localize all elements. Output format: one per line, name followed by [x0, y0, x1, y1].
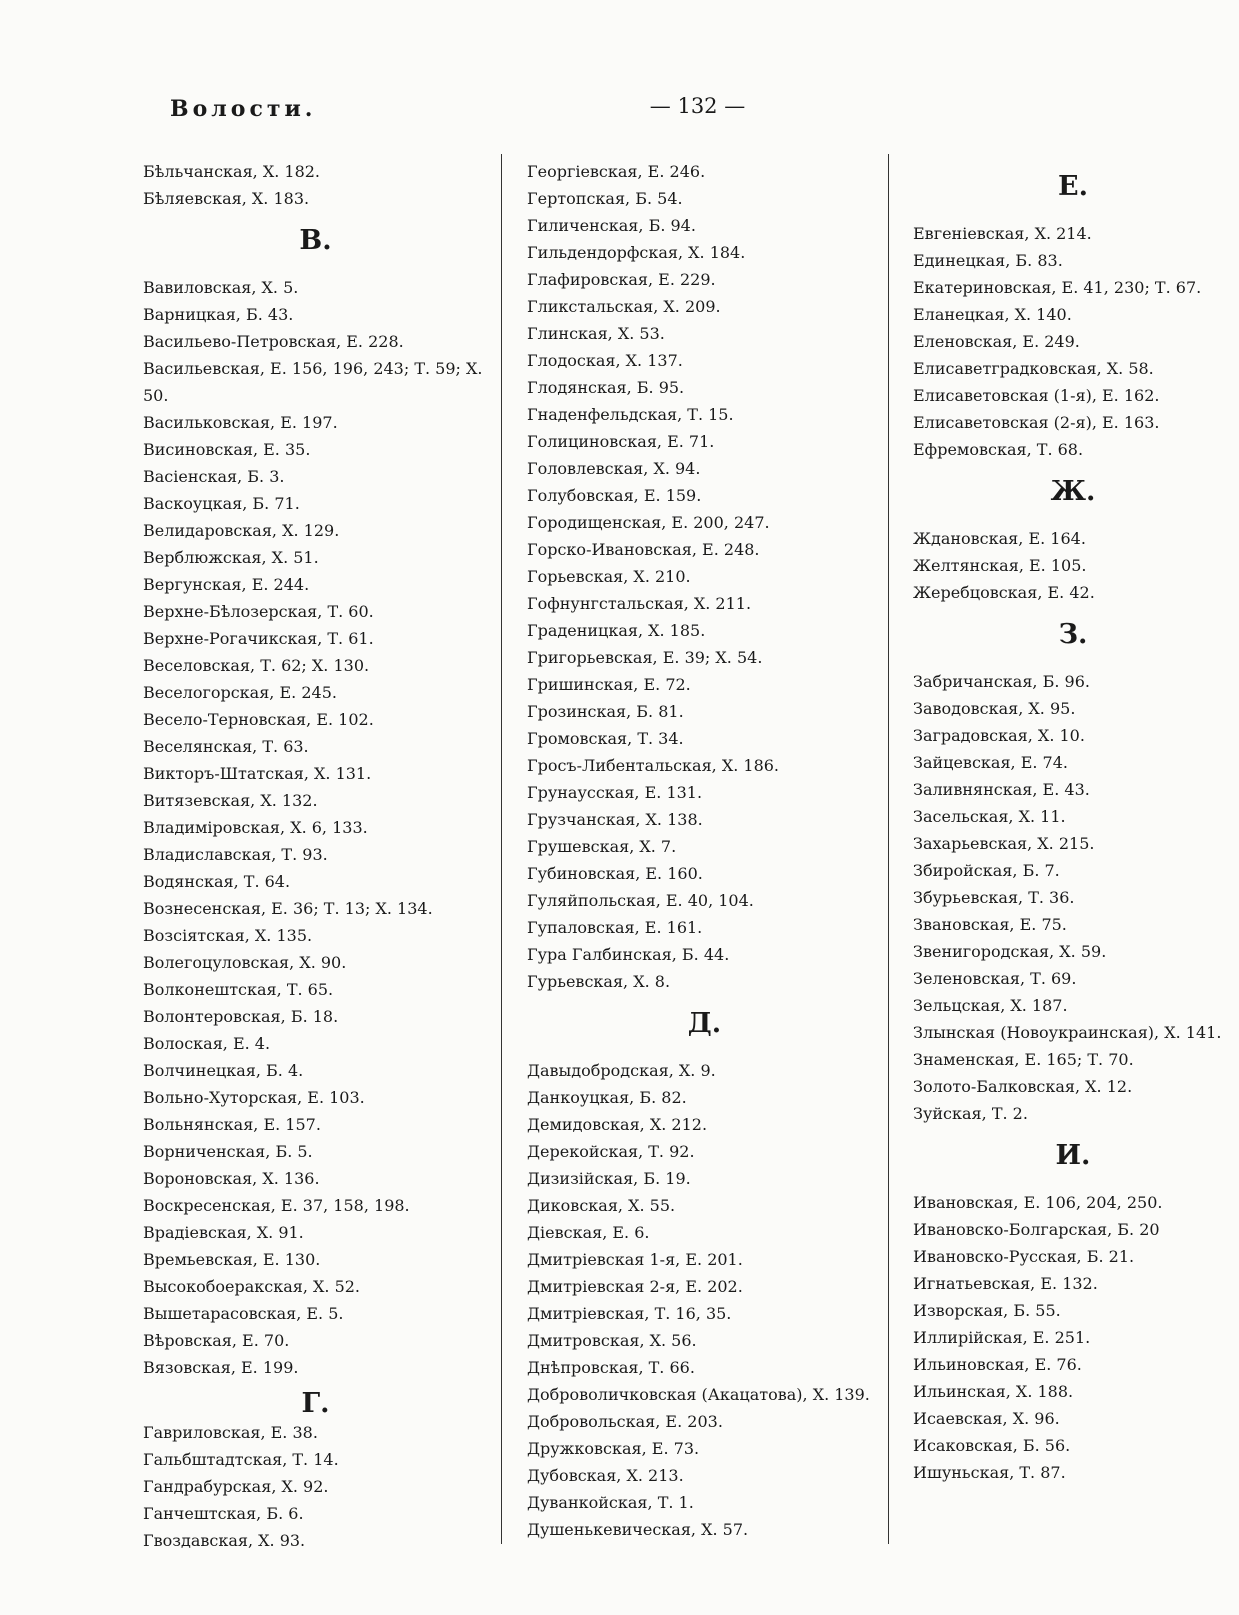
index-entry: Звенигородская, Х. 59.: [913, 942, 1107, 961]
index-entry: Волонтеровская, Б. 18.: [143, 1007, 339, 1026]
index-entry: Ждановская, Е. 164.: [913, 529, 1086, 548]
index-entry: Вышетарасовская, Е. 5.: [143, 1304, 344, 1323]
index-entry: Дмитріевская, Т. 16, 35.: [527, 1304, 732, 1323]
index-entry: Единецкая, Б. 83.: [913, 251, 1063, 270]
index-entry: Бѣляевская, Х. 183.: [143, 189, 310, 208]
index-entry: Верхне-Бѣлозерская, Т. 60.: [143, 602, 374, 621]
index-entry: Диковская, Х. 55.: [527, 1196, 676, 1215]
section-letter: Ж.: [1050, 476, 1096, 507]
index-entry: Глафировская, Е. 229.: [527, 270, 716, 289]
index-entry: Ивановско-Болгарская, Б. 20: [913, 1220, 1160, 1239]
index-entry: Георгіевская, Е. 246.: [527, 162, 706, 181]
index-entry: Евгеніевская, Х. 214.: [913, 224, 1092, 243]
index-entry: Голубовская, Е. 159.: [527, 486, 702, 505]
index-entry: Желтянская, Е. 105.: [913, 556, 1087, 575]
index-entry: Збиройская, Б. 7.: [913, 861, 1060, 880]
index-entry: Вознесенская, Е. 36; Т. 13; Х. 134.: [143, 899, 433, 918]
index-entry: Заградовская, Х. 10.: [913, 726, 1085, 745]
index-entry: Дуванкойская, Т. 1.: [527, 1493, 694, 1512]
index-entry: Иллирійская, Е. 251.: [913, 1328, 1091, 1347]
index-entry: Изворская, Б. 55.: [913, 1301, 1061, 1320]
index-entry: Глодоская, Х. 137.: [527, 351, 683, 370]
index-entry: Волоская, Е. 4.: [143, 1034, 271, 1053]
index-entry: Времьевская, Е. 130.: [143, 1250, 321, 1269]
index-entry: Вязовская, Е. 199.: [143, 1358, 299, 1377]
index-entry: Еленовская, Е. 249.: [913, 332, 1080, 351]
index-entry: Гура Галбинская, Б. 44.: [527, 945, 730, 964]
index-entry: Варницкая, Б. 43.: [143, 305, 294, 324]
index-entry: Добровольская, Е. 203.: [527, 1412, 723, 1431]
index-entry: Давыдобродская, Х. 9.: [527, 1061, 716, 1080]
index-entry: Горьевская, Х. 210.: [527, 567, 691, 586]
index-entry: Возсіятская, Х. 135.: [143, 926, 313, 945]
index-entry: Гиличенская, Б. 94.: [527, 216, 696, 235]
index-entry: Доброволичковская (Акацатова), Х. 139.: [527, 1385, 870, 1404]
index-entry: Веселовская, Т. 62; Х. 130.: [143, 656, 370, 675]
index-entry: Дружковская, Е. 73.: [527, 1439, 700, 1458]
index-entry: Городищенская, Е. 200, 247.: [527, 513, 770, 532]
index-entry: Гликстальская, Х. 209.: [527, 297, 721, 316]
index-entry: Гильдендорфская, Х. 184.: [527, 243, 746, 262]
index-entry: Елисаветовская (2-я), Е. 163.: [913, 413, 1160, 432]
index-entry: Зеленовская, Т. 69.: [913, 969, 1077, 988]
index-entry: Ивановская, Е. 106, 204, 250.: [913, 1193, 1163, 1212]
index-entry: Елисаветовская (1-я), Е. 162.: [913, 386, 1160, 405]
index-entry: Вавиловская, Х. 5.: [143, 278, 299, 297]
index-entry: Гнаденфельдская, Т. 15.: [527, 405, 734, 424]
index-entry: Зельцская, Х. 187.: [913, 996, 1068, 1015]
index-column-2: [527, 158, 882, 1543]
index-column-1: [143, 158, 488, 1554]
index-entry: Глодянская, Б. 95.: [527, 378, 685, 397]
index-entry: Волчинецкая, Б. 4.: [143, 1061, 304, 1080]
index-entry: Дубовская, Х. 213.: [527, 1466, 684, 1485]
index-entry: Веселянская, Т. 63.: [143, 737, 309, 756]
column-divider: [888, 154, 889, 1544]
index-entry: Діевская, Е. 6.: [527, 1223, 650, 1242]
index-entry: Вольно-Хуторская, Е. 103.: [143, 1088, 365, 1107]
index-entry: Васильевская, Е. 156, 196, 243; Т. 59; Х. 50.: [143, 359, 483, 405]
page-title: Волости.: [170, 96, 317, 122]
index-entry: Ильинская, Х. 188.: [913, 1382, 1074, 1401]
index-entry: Звановская, Е. 75.: [913, 915, 1067, 934]
index-entry: Гуляйпольская, Е. 40, 104.: [527, 891, 754, 910]
index-entry: Дмитровская, Х. 56.: [527, 1331, 697, 1350]
index-entry: Голициновская, Е. 71.: [527, 432, 715, 451]
index-entry: Волконештская, Т. 65.: [143, 980, 334, 999]
section-letter: Е.: [1058, 171, 1088, 202]
index-entry: Верхне-Рогачикская, Т. 61.: [143, 629, 374, 648]
index-entry: Гришинская, Е. 72.: [527, 675, 691, 694]
index-entry: Верблюжская, Х. 51.: [143, 548, 319, 567]
index-entry: Глинская, Х. 53.: [527, 324, 665, 343]
index-entry: Висиновская, Е. 35.: [143, 440, 311, 459]
index-entry: Дмитріевская 1-я, Е. 201.: [527, 1250, 743, 1269]
index-entry: Екатериновская, Е. 41, 230; Т. 67.: [913, 278, 1202, 297]
index-entry: Губиновская, Е. 160.: [527, 864, 703, 883]
index-entry: Витязевская, Х. 132.: [143, 791, 318, 810]
index-entry: Водянская, Т. 64.: [143, 872, 291, 891]
index-entry: Ивановско-Русская, Б. 21.: [913, 1247, 1135, 1266]
index-entry: Вергунская, Е. 244.: [143, 575, 310, 594]
section-letter: З.: [1058, 619, 1088, 650]
index-entry: Исаковская, Б. 56.: [913, 1436, 1071, 1455]
index-entry: Заливнянская, Е. 43.: [913, 780, 1090, 799]
index-entry: Зайцевская, Е. 74.: [913, 753, 1068, 772]
index-entry: Забричанская, Б. 96.: [913, 672, 1090, 691]
index-entry: Еланецкая, Х. 140.: [913, 305, 1072, 324]
index-entry: Грозинская, Б. 81.: [527, 702, 684, 721]
index-entry: Гальбштадтская, Т. 14.: [143, 1450, 339, 1469]
index-entry: Воскресенская, Е. 37, 158, 198.: [143, 1196, 410, 1215]
index-entry: Врадіевская, Х. 91.: [143, 1223, 304, 1242]
index-entry: Грунаусская, Е. 131.: [527, 783, 703, 802]
section-letter: Г.: [301, 1388, 330, 1419]
index-entry: Весело-Терновская, Е. 102.: [143, 710, 374, 729]
index-entry: Дмитріевская 2-я, Е. 202.: [527, 1277, 743, 1296]
index-entry: Засельская, Х. 11.: [913, 807, 1066, 826]
section-letter: В.: [299, 225, 332, 256]
index-entry: Громовская, Т. 34.: [527, 729, 684, 748]
index-entry: Гвоздавская, Х. 93.: [143, 1531, 306, 1550]
index-entry: Гупаловская, Е. 161.: [527, 918, 703, 937]
index-entry: Ильиновская, Е. 76.: [913, 1355, 1082, 1374]
index-entry: Велидаровская, Х. 129.: [143, 521, 340, 540]
index-entry: Ефремовская, Т. 68.: [913, 440, 1084, 459]
index-entry: Головлевская, Х. 94.: [527, 459, 701, 478]
page-number: — 132 —: [649, 94, 746, 118]
index-entry: Ишуньская, Т. 87.: [913, 1463, 1066, 1482]
index-entry: Грушевская, Х. 7.: [527, 837, 677, 856]
index-entry: Вольнянская, Е. 157.: [143, 1115, 321, 1134]
index-entry: Бѣльчанская, Х. 182.: [143, 162, 321, 181]
section-letter: И.: [1055, 1140, 1091, 1171]
index-entry: Золото-Балковская, Х. 12.: [913, 1077, 1133, 1096]
index-entry: Гурьевская, Х. 8.: [527, 972, 671, 991]
index-entry: Игнатьевская, Е. 132.: [913, 1274, 1098, 1293]
index-entry: Грузчанская, Х. 138.: [527, 810, 703, 829]
index-entry: Демидовская, Х. 212.: [527, 1115, 708, 1134]
index-entry: Захарьевская, Х. 215.: [913, 834, 1095, 853]
index-entry: Владиславская, Т. 93.: [143, 845, 328, 864]
index-entry: Владиміровская, Х. 6, 133.: [143, 818, 368, 837]
index-entry: Васильево-Петровская, Е. 228.: [143, 332, 404, 351]
index-entry: Знаменская, Е. 165; Т. 70.: [913, 1050, 1134, 1069]
index-entry: Вороновская, Х. 136.: [143, 1169, 320, 1188]
index-entry: Высокобоеракская, Х. 52.: [143, 1277, 361, 1296]
index-entry: Днѣпровская, Т. 66.: [527, 1358, 695, 1377]
index-entry: Елисаветградковская, Х. 58.: [913, 359, 1154, 378]
index-entry: Викторъ-Штатская, Х. 131.: [143, 764, 372, 783]
index-entry: Гавриловская, Е. 38.: [143, 1423, 318, 1442]
index-entry: Гофнунгстальская, Х. 211.: [527, 594, 752, 613]
index-column-3: [913, 158, 1233, 1486]
index-entry: Гросъ-Либентальская, Х. 186.: [527, 756, 780, 775]
index-entry: Вѣровская, Е. 70.: [143, 1331, 290, 1350]
index-entry: Збурьевская, Т. 36.: [913, 888, 1075, 907]
index-entry: Заводовская, Х. 95.: [913, 699, 1076, 718]
index-entry: Душенькевическая, Х. 57.: [527, 1520, 749, 1539]
index-entry: Дизизійская, Б. 19.: [527, 1169, 691, 1188]
index-entry: Гандрабурская, Х. 92.: [143, 1477, 329, 1496]
index-entry: Волегоцуловская, Х. 90.: [143, 953, 347, 972]
index-entry: Жеребцовская, Е. 42.: [913, 583, 1095, 602]
index-entry: Граденицкая, Х. 185.: [527, 621, 706, 640]
index-entry: Ганчештская, Б. 6.: [143, 1504, 304, 1523]
index-entry: Зуйская, Т. 2.: [913, 1104, 1028, 1123]
index-entry: Злынская (Новоукраинская), Х. 141.: [913, 1023, 1222, 1042]
index-entry: Горско-Ивановская, Е. 248.: [527, 540, 760, 559]
index-entry: Данкоуцкая, Б. 82.: [527, 1088, 687, 1107]
index-entry: Васіенская, Б. 3.: [143, 467, 285, 486]
index-entry: Ворниченская, Б. 5.: [143, 1142, 313, 1161]
index-entry: Григорьевская, Е. 39; Х. 54.: [527, 648, 763, 667]
column-divider: [501, 154, 502, 1544]
section-letter: Д.: [687, 1008, 722, 1039]
index-entry: Исаевская, Х. 96.: [913, 1409, 1060, 1428]
index-entry: Веселогорская, Е. 245.: [143, 683, 337, 702]
index-entry: Васильковская, Е. 197.: [143, 413, 338, 432]
index-entry: Дерекойская, Т. 92.: [527, 1142, 695, 1161]
index-entry: Гертопская, Б. 54.: [527, 189, 683, 208]
index-entry: Васкоуцкая, Б. 71.: [143, 494, 300, 513]
